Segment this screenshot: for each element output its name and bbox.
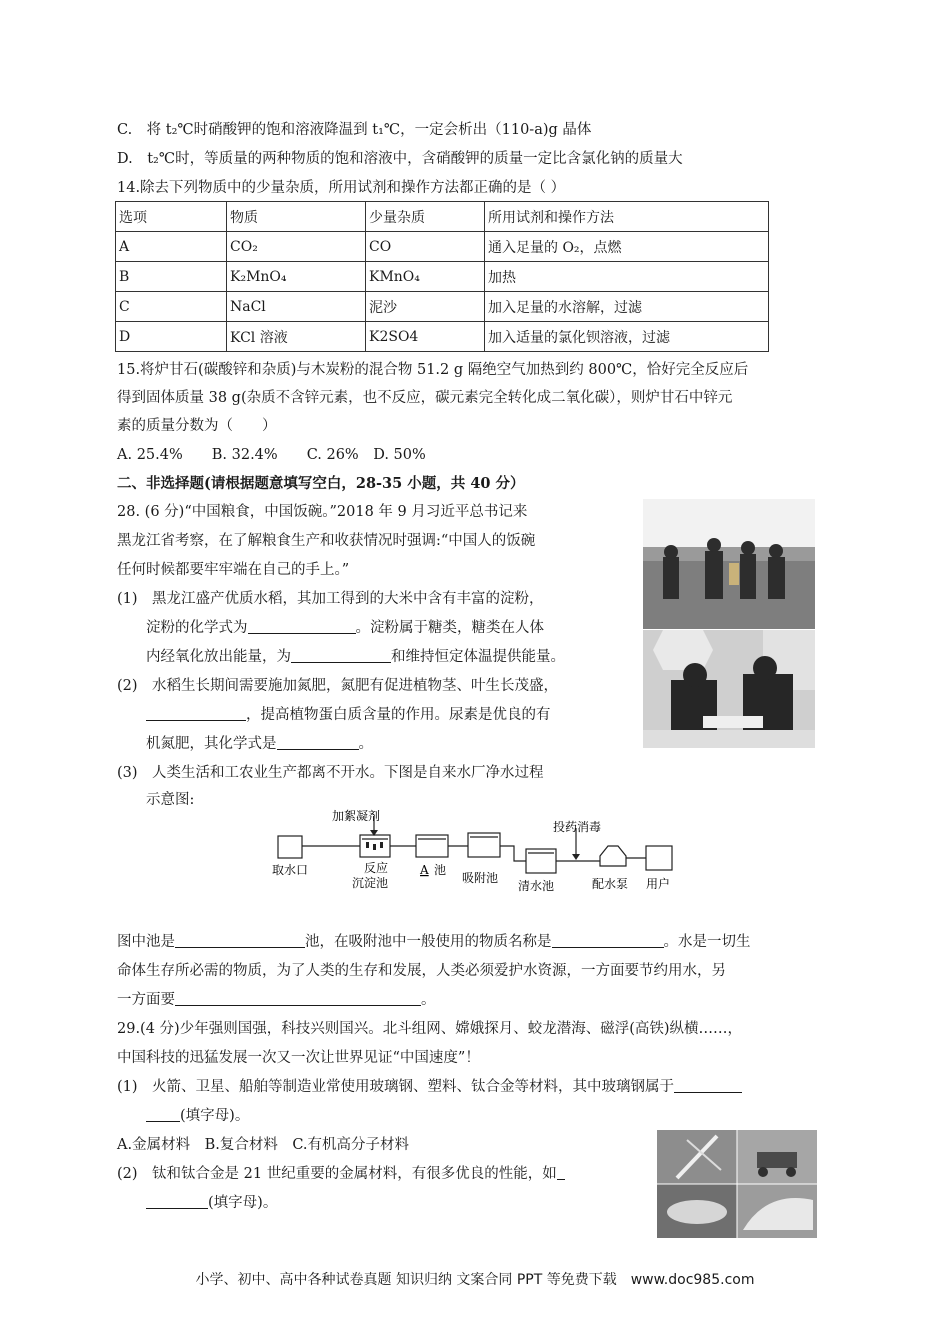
q28-part1-line2 xyxy=(146,618,544,638)
q28-part1-text: 和维持恒定体温提供能量。 xyxy=(391,649,565,665)
answer-blank[interactable] xyxy=(291,648,391,663)
flocculant-label: 加絮凝剂 xyxy=(332,809,381,823)
q28-line1: 28. (6 分)“中国粮食，中国饭碗。”2018 年 9 月习近平总书记来 xyxy=(117,504,528,520)
table-cell: NaCl xyxy=(227,292,366,322)
answer-blank[interactable] xyxy=(146,1194,208,1209)
reaction-label: 反应 xyxy=(364,861,389,875)
answer-blank[interactable] xyxy=(248,619,356,634)
rice-inspection-photo xyxy=(643,630,815,748)
q14-table xyxy=(115,201,769,352)
q29-part1-text: (1) 火箭、卫星、船舶等制造业常使用玻璃钢、塑料、钛合金等材料，其中玻璃钢属于 xyxy=(117,1079,675,1095)
technology-collage-photo xyxy=(657,1130,817,1238)
table-cell: 加热 xyxy=(485,262,769,292)
table-row xyxy=(116,322,769,352)
q29-options: A.金属材料 B.复合材料 C.有机高分子材料 xyxy=(117,1137,410,1153)
q28-part2-text: 。 xyxy=(358,736,373,752)
pump-label: 配水泵 xyxy=(592,877,629,891)
intake-label: 取水口 xyxy=(272,863,309,877)
q28-part2-line1: (2) 水稻生长期间需要施加氮肥，氮肥有促进植物茎、叶生长茂盛， xyxy=(117,678,559,694)
q28-part2-text: 机氮肥，其化学式是 xyxy=(146,736,277,752)
q28-part2-line3 xyxy=(146,734,373,754)
clear-water-label: 清水池 xyxy=(518,879,555,893)
q13-option-d: D. t₂℃时，等质量的两种物质的饱和溶液中，含硝酸钾的质量一定比含氯化钠的质量大 xyxy=(117,151,683,167)
q28-part2-line2 xyxy=(146,705,551,725)
q29-part1-line2 xyxy=(146,1106,249,1126)
q29-part1-text: (填字母)。 xyxy=(180,1108,250,1124)
a-pool-label: 池 xyxy=(434,863,447,877)
table-header-cell: 选项 xyxy=(116,202,227,232)
q28-part1-line3 xyxy=(146,647,565,667)
q28-after-text: 一方面要 xyxy=(117,992,175,1008)
q15-options: A. 25.4% B. 32.4% C. 26% D. 50% xyxy=(117,447,426,463)
user-label: 用户 xyxy=(646,877,671,891)
table-cell: A xyxy=(116,232,227,262)
table-row xyxy=(116,292,769,322)
table-cell: 泥沙 xyxy=(366,292,485,322)
q28-part1-text: 。淀粉属于糖类，糖类在人体 xyxy=(355,620,544,636)
q28-part2-text: ，提高植物蛋白质含量的作用。尿素是优良的有 xyxy=(246,707,551,723)
q28-part3-line1: (3) 人类生活和工农业生产都离不开水。下图是自来水厂净水过程 xyxy=(117,765,544,781)
q28-after-line2: 命体生存所必需的物质，为了人类的生存和发展，人类必须爱护水资源，一方面要节约用水，另 xyxy=(117,963,726,979)
answer-blank[interactable] xyxy=(146,1107,180,1122)
answer-blank[interactable] xyxy=(175,933,305,948)
q28-after-line1 xyxy=(117,932,751,952)
q28-after-text: 池，在吸附池中一般使用的物质名称是 xyxy=(305,934,552,950)
table-cell: D xyxy=(116,322,227,352)
q28-after-text: 图中池是 xyxy=(117,934,175,950)
table-cell: 加入足量的水溶解，过滤 xyxy=(485,292,769,322)
q29-part1-line1 xyxy=(117,1077,742,1097)
q28-line2: 黑龙江省考察，在了解粮食生产和收获情况时强调:“中国人的饭碗 xyxy=(117,533,536,549)
q28-after-line3 xyxy=(117,990,436,1010)
q29-line2: 中国科技的迅猛发展一次又一次让世界见证“中国速度”！ xyxy=(117,1050,480,1066)
water-treatment-diagram xyxy=(270,806,706,898)
q28-after-text: 。 xyxy=(421,992,436,1008)
table-cell: K2SO4 xyxy=(366,322,485,352)
q28-part3-line2: 示意图: xyxy=(146,792,195,808)
answer-blank[interactable] xyxy=(557,1165,565,1180)
table-cell: CO₂ xyxy=(227,232,366,262)
q29-part2-line2 xyxy=(146,1193,277,1213)
water-treatment-svg xyxy=(270,806,706,898)
q28-part1-text: 淀粉的化学式为 xyxy=(146,620,248,636)
answer-blank[interactable] xyxy=(175,991,421,1006)
footer-text: 小学、初中、高中各种试卷真题 知识归纳 文案合同 PPT 等免费下载 www.doc985.com xyxy=(195,1272,755,1288)
sedimentation-label: 沉淀池 xyxy=(352,876,389,890)
disinfect-label: 投药消毒 xyxy=(553,820,602,834)
table-cell: KCl 溶液 xyxy=(227,322,366,352)
q15-line1: 15.将炉甘石(碳酸锌和杂质)与木炭粉的混合物 51.2 g 隔绝空气加热到约 800℃，恰好完全反应后 xyxy=(117,362,749,378)
section-heading: 二、非选择题(请根据题意填写空白，28-35 小题，共 40 分） xyxy=(117,475,525,492)
table-cell: C xyxy=(116,292,227,322)
answer-blank[interactable] xyxy=(552,933,664,948)
q28-after-text: 。水是一切生 xyxy=(663,934,751,950)
table-header-row xyxy=(116,202,769,232)
q29-part2-text: (填字母)。 xyxy=(208,1195,278,1211)
q29-line1: 29.(4 分)少年强则国强，科技兴则国兴。北斗组网、嫦娥探月、蛟龙潜海、磁浮(高铁)纵横……， xyxy=(117,1021,743,1037)
table-row xyxy=(116,262,769,292)
answer-blank[interactable] xyxy=(674,1078,742,1093)
table-cell: K₂MnO₄ xyxy=(227,262,366,292)
q29-part2-text: (2) 钛和钛合金是 21 世纪重要的金属材料，有很多优良的性能，如 xyxy=(117,1166,557,1182)
table-cell: 通入足量的 O₂，点燃 xyxy=(485,232,769,262)
table-cell: B xyxy=(116,262,227,292)
q28-line3: 任何时候都要牢牢端在自己的手上。” xyxy=(117,562,350,578)
table-row xyxy=(116,232,769,262)
a-pool-letter: A xyxy=(420,863,429,877)
answer-blank[interactable] xyxy=(277,735,359,750)
q29-part2-line1 xyxy=(117,1164,565,1184)
q15-line2: 得到固体质量 38 g(杂质不含锌元素，也不反应，碳元素完全转化成二氧化碳），则炉甘石中锌元 xyxy=(117,390,733,406)
table-header-cell: 物质 xyxy=(227,202,366,232)
q14-stem: 14.除去下列物质中的少量杂质，所用试剂和操作方法都正确的是（ ） xyxy=(117,180,566,196)
q28-part1-line1: (1) 黑龙江盛产优质水稻，其加工得到的大米中含有丰富的淀粉， xyxy=(117,591,544,607)
answer-blank[interactable] xyxy=(146,706,246,721)
q28-part1-text: 内经氧化放出能量，为 xyxy=(146,649,291,665)
table-cell: 加入适量的氯化钡溶液，过滤 xyxy=(485,322,769,352)
table-header-cell: 所用试剂和操作方法 xyxy=(485,202,769,232)
q15-line3: 素的质量分数为（ ） xyxy=(117,418,277,434)
table-cell: CO xyxy=(366,232,485,262)
field-inspection-photo xyxy=(643,499,815,629)
table-cell: KMnO₄ xyxy=(366,262,485,292)
table-header-cell: 少量杂质 xyxy=(366,202,485,232)
adsorption-label: 吸附池 xyxy=(462,871,499,885)
q13-option-c: C. 将 t₂℃时硝酸钾的饱和溶液降温到 t₁℃，一定会析出（110-a)g 晶体 xyxy=(117,122,592,138)
